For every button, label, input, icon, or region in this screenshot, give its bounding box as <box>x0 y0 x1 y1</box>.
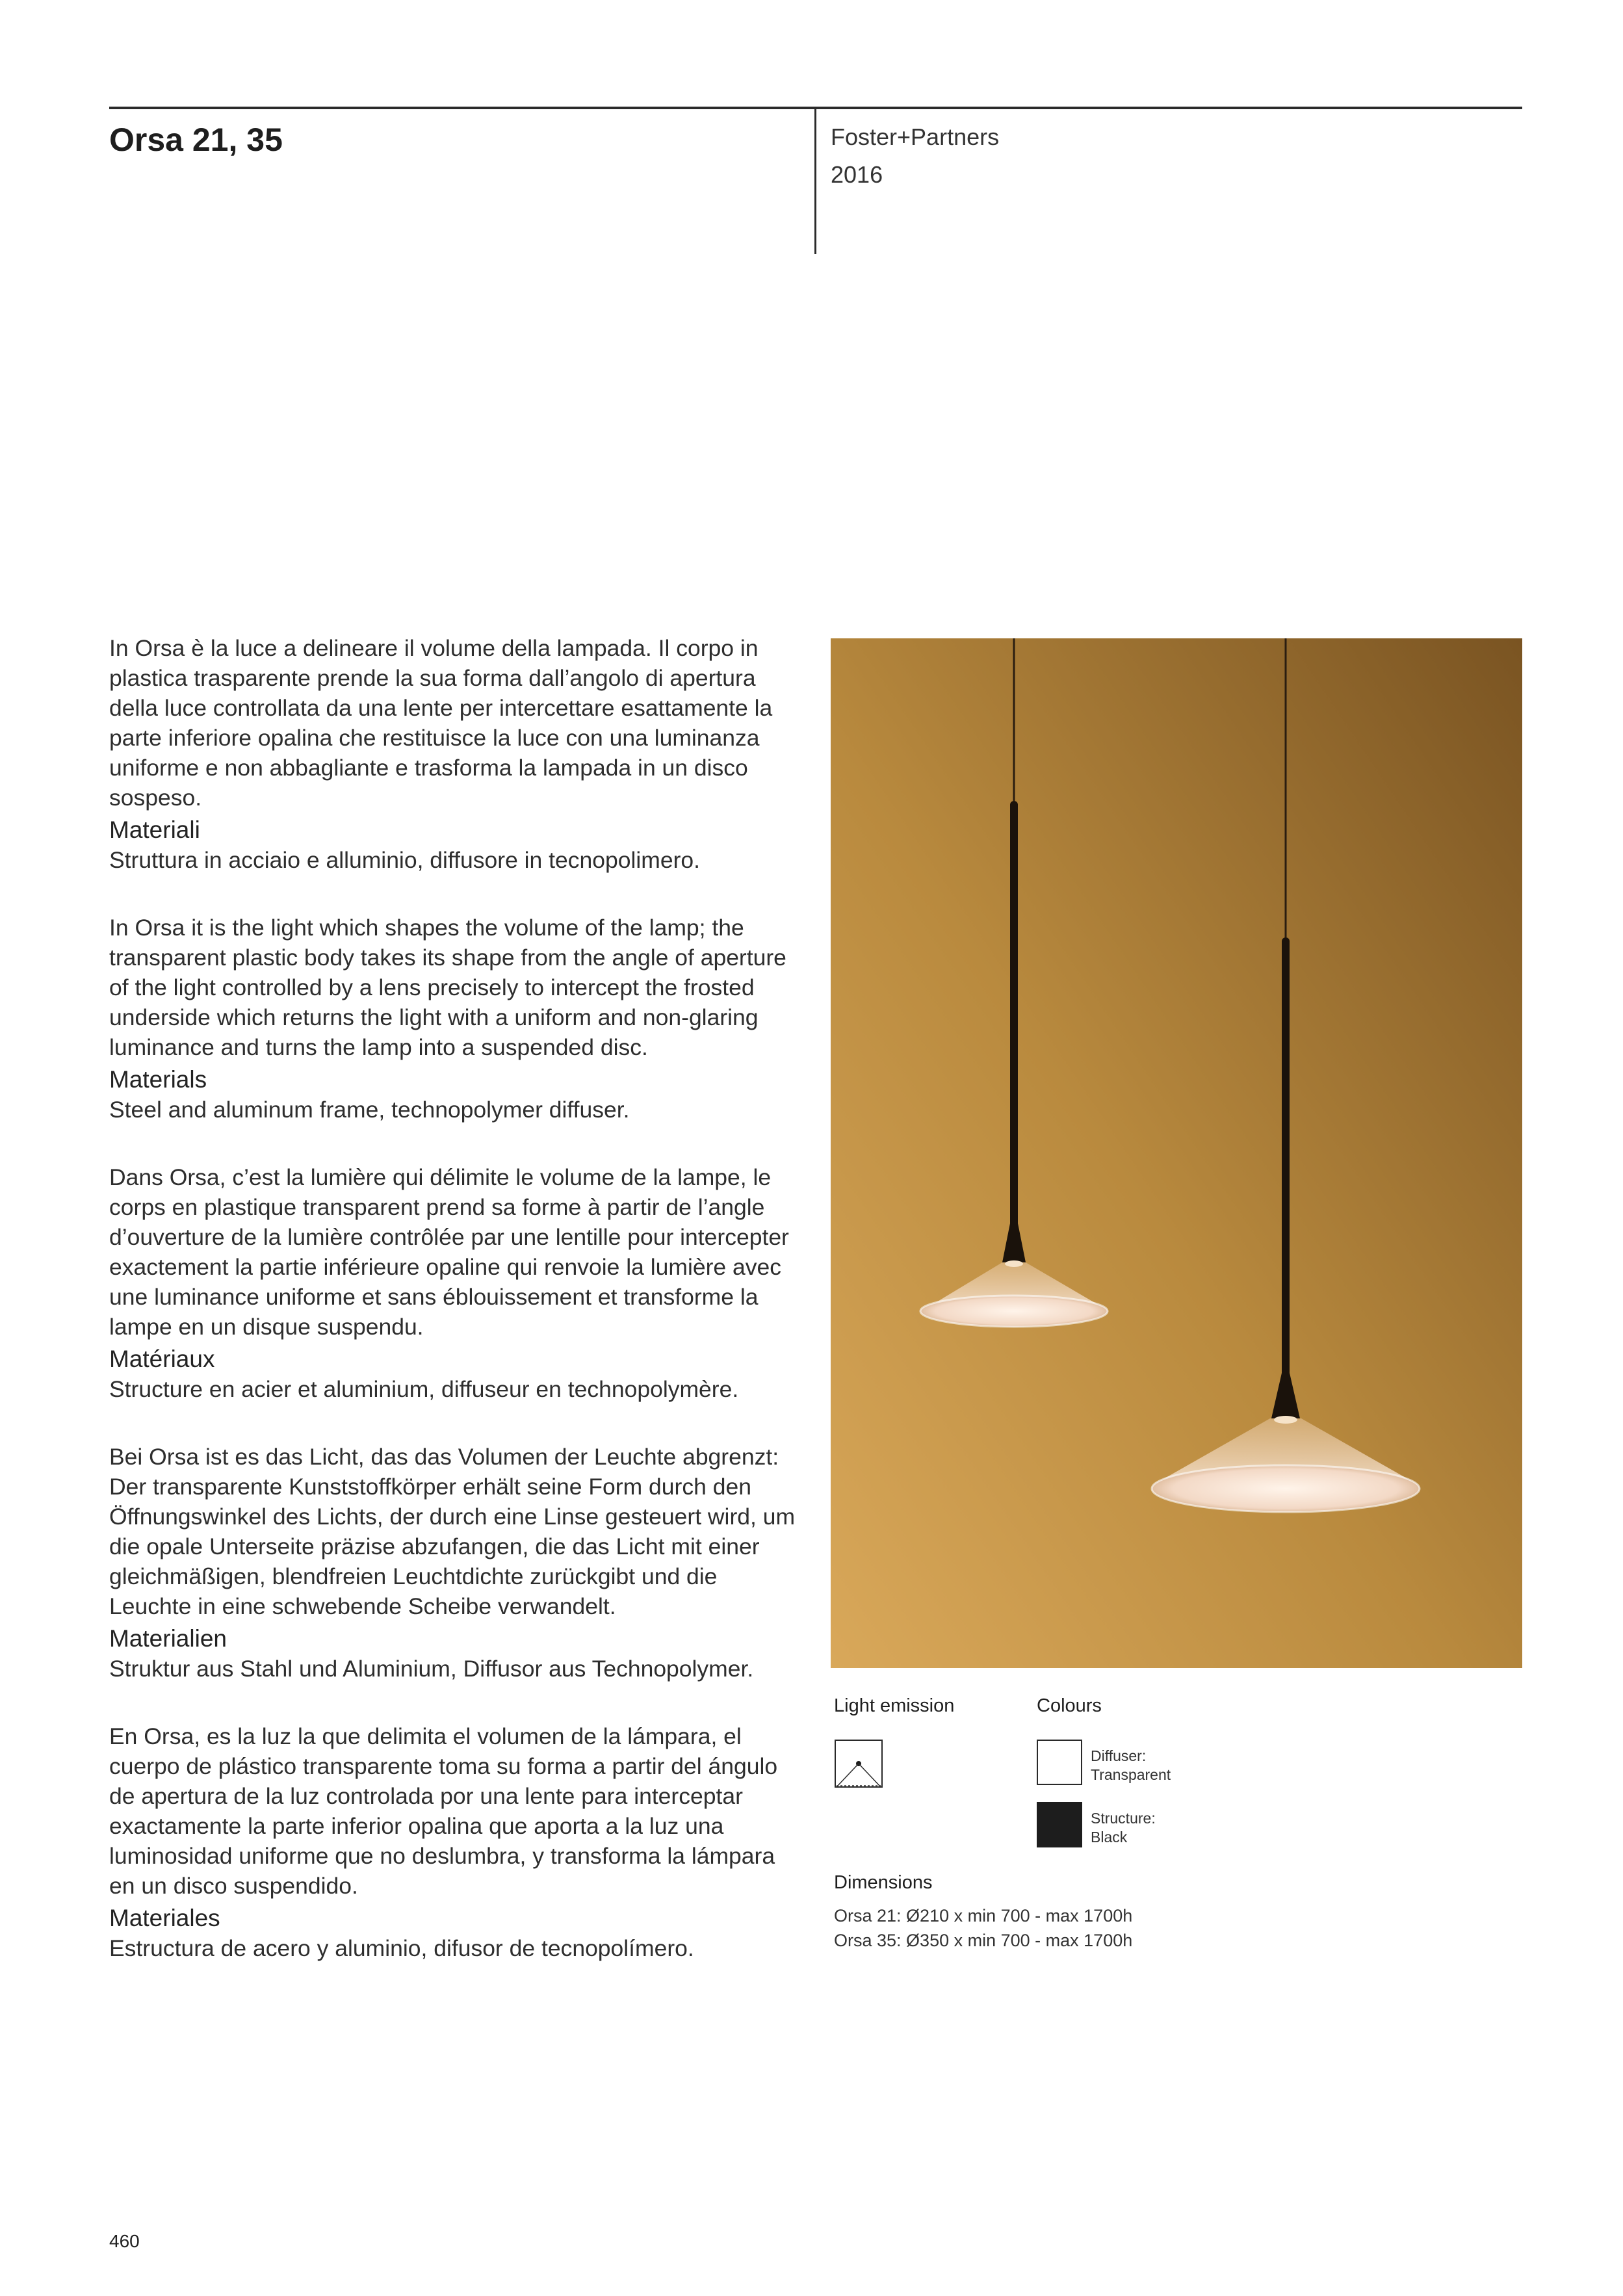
description-en <box>109 913 798 1125</box>
colour-value: Black <box>1091 1829 1128 1846</box>
light-emission-icon <box>834 1739 883 1788</box>
colour-part: Structure: <box>1091 1810 1156 1827</box>
dimension-orsa-35: Orsa 35: Ø350 x min 700 - max 1700h <box>834 1931 1133 1950</box>
materials-label: Materiali <box>109 816 200 843</box>
product-photo <box>831 638 1522 1668</box>
materials-label: Materials <box>109 1066 207 1093</box>
light-emission-label: Light emission <box>834 1695 955 1716</box>
description-it <box>109 633 798 875</box>
color-swatch-transparent <box>1037 1740 1082 1785</box>
description-text: En Orsa, es la luz la que delimita el volumen de la lámpara, el cuerpo de plástico transparente toma su forma a partir del ángulo de apertura de la luz controlada por una lente para interceptar exactamente la parte inferior opalina que aporta a la luz una luminosidad uniforme que no deslumbra, y transforma la lámpara en un disco suspendido. <box>109 1723 778 1899</box>
materials-text: Struktur aus Stahl und Aluminium, Diffusor aus Technopolymer. <box>109 1656 754 1682</box>
materials-label: Materiales <box>109 1905 220 1931</box>
year: 2016 <box>831 161 883 188</box>
colours-label: Colours <box>1037 1695 1102 1716</box>
materials-label: Matériaux <box>109 1346 215 1372</box>
description-de <box>109 1442 798 1684</box>
product-title: Orsa 21, 35 <box>109 122 283 158</box>
materials-text: Structure en acier et aluminium, diffuseur en technopolymère. <box>109 1376 739 1402</box>
color-swatch-black <box>1037 1802 1082 1847</box>
colour-part: Diffuser: <box>1091 1747 1147 1764</box>
page-number: 460 <box>109 2231 140 2251</box>
description-text: In Orsa è la luce a delineare il volume della lampada. Il corpo in plastica trasparente prende la sua forma dall’angolo di apertura della luce controllata da una lente per intercettare esattamente la parte inferiore opalina che restituisce la luce con una luminanza uniforme e non abbagliante e trasforma la lampada in un disco sospeso. <box>109 635 773 811</box>
dimensions-list <box>834 1903 1132 1953</box>
dimensions-label: Dimensions <box>834 1872 933 1893</box>
description-es <box>109 1721 798 1963</box>
header-column-divider <box>814 108 816 254</box>
materials-text: Estructura de acero y aluminio, difusor de tecnopolímero. <box>109 1935 694 1961</box>
materials-label: Materialien <box>109 1625 227 1652</box>
description-text: Dans Orsa, c’est la lumière qui délimite le volume de la lampe, le corps en plastique transparent prend sa forme à partir de l’angle d’ouverture de la lumière contrôlée par une lentille pour intercepter exactement la partie inférieure opaline qui renvoie la lumière avec une luminance uniforme et sans éblouissement et transforme la lampe en un disque suspendu. <box>109 1164 789 1340</box>
colour-label-diffuser <box>1091 1747 1171 1784</box>
materials-text: Struttura in acciaio e alluminio, diffusore in tecnopolimero. <box>109 847 701 873</box>
colour-label-structure <box>1091 1809 1156 1847</box>
materials-text: Steel and aluminum frame, technopolymer diffuser. <box>109 1097 630 1123</box>
description-text: Bei Orsa ist es das Licht, das das Volumen der Leuchte abgrenzt: Der transparente Kunststoffkörper erhält seine Form durch den Öffnungswinkel des Lichts, der durch eine Linse gesteuert wird, um die opale Unterseite präzise abzufangen, die das Licht mit einer gleichmäßigen, blendfreien Leuchtdichte zurückgibt und die Leuchte in eine schwebende Scheibe verwandelt. <box>109 1444 796 1619</box>
colour-value: Transparent <box>1091 1766 1171 1783</box>
designer: Foster+Partners <box>831 124 1000 150</box>
description-fr <box>109 1162 798 1404</box>
description-column <box>109 633 798 1963</box>
dimension-orsa-21: Orsa 21: Ø210 x min 700 - max 1700h <box>834 1906 1133 1925</box>
description-text: In Orsa it is the light which shapes the volume of the lamp; the transparent plastic body takes its shape from the angle of aperture of the light controlled by a lens precisely to intercept the frosted underside which returns the light with a uniform and non-glaring luminance and turns the lamp into a suspended disc. <box>109 915 786 1060</box>
